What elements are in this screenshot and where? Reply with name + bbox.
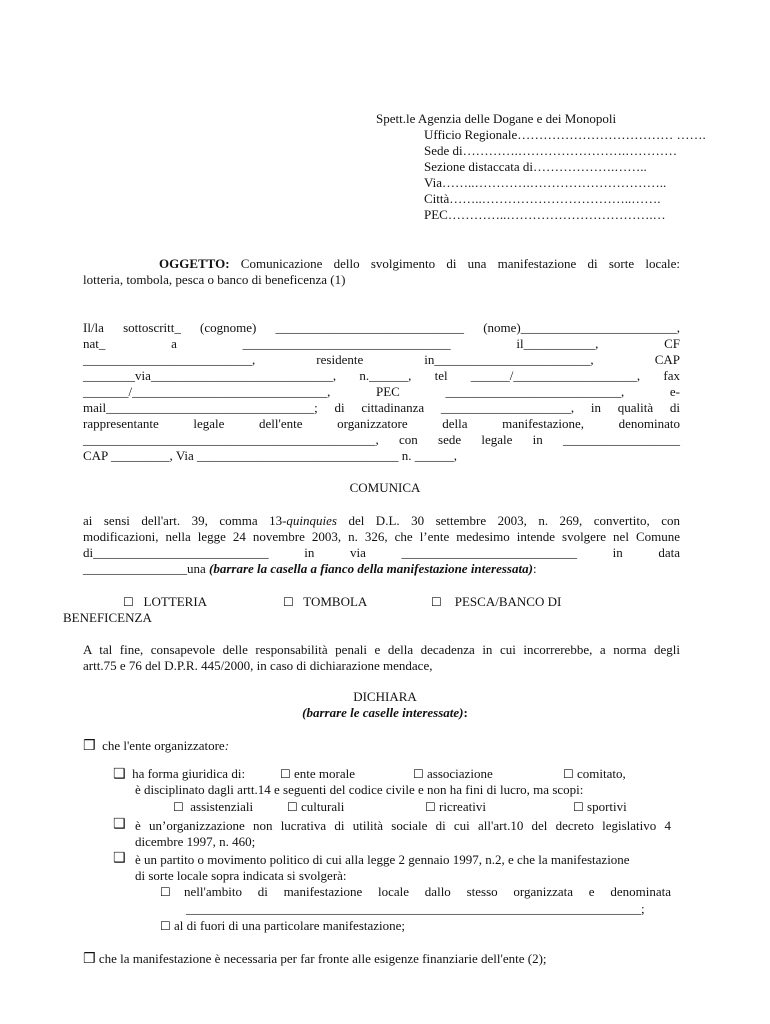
checkbox-icon[interactable]: ☐ [123,595,134,609]
checkbox-icon[interactable]: ❒ [83,738,96,754]
checkbox-icon[interactable]: ☐ [413,767,424,781]
checkbox-icon[interactable]: ❒ [83,951,96,967]
applicant-row: rappresentante legale dell'ente organizzatore della manifestazione, denominato [83,416,680,431]
option-pesca-cont: BENEFICENZA [63,610,152,625]
item-onlus-text: dicembre 1997, n. 460; [135,834,256,849]
applicant-row: Il/la sottoscritt_ (cognome) _____________________________ (nome)________________________, [83,320,680,335]
option-fuori[interactable]: ☐ al di fuori di una particolare manifestazione; [160,918,406,933]
item-partito-text: è un partito o movimento politico di cui alla legge 2 gennaio 1997, n.2, e che la manifestazione [135,852,630,867]
comunica-paragraph-line: ________________una (barrare la casella a fianco della manifestazione interessata): [83,561,537,576]
recipient-street: Via……..………….………………………….. [424,175,667,190]
comunica-paragraph-line: di___________________________ in via ___________________________ in data [83,545,680,560]
checkbox-icon[interactable]: ☐ [173,800,184,814]
comunica-heading: COMUNICA [349,480,421,495]
option-ambito[interactable] [160,884,171,900]
subject-text-cont: lotteria, tombola, pesca o banco di beneficenza (1) [83,272,346,287]
option-tombola[interactable]: ☐ TOMBOLA [283,594,368,609]
item-necessaria[interactable]: ❒ che la manifestazione è necessaria per far fronte alle esigenze finanziarie dell'ente (2); [83,951,547,967]
checkbox-icon[interactable]: ☐ [280,767,291,781]
applicant-row: ________via____________________________, n.______, tel ______/___________________, fax [83,368,680,383]
recipient-line: Spett.le Agenzia delle Dogane e dei Monopoli [376,111,617,126]
subject-label: OGGETTO: [159,256,230,271]
applicant-row: nat_ a ________________________________ il___________, CF [83,336,680,351]
declaration-intro: A tal fine, consapevole delle responsabilità penali e della decadenza in cui incorrerebbe, a norma degli [83,642,680,657]
item-ente[interactable]: ❒ che l'ente organizzatore: [83,738,230,754]
applicant-row: __________________________, residente in________________________, CAP [83,352,680,367]
option-culturali[interactable]: ☐ culturali [287,799,345,814]
recipient-pec: PEC…………..…………………………….… [424,207,666,222]
option-assistenziali[interactable]: ☐ assistenziali [173,799,254,814]
option-pesca[interactable]: ☐ PESCA/BANCO DI [431,594,562,609]
applicant-row: _______/______________________________, PEC ___________________________, e- [83,384,680,399]
checkbox-icon[interactable]: ❑ [113,816,126,832]
checkbox-icon[interactable]: ☐ [573,800,584,814]
applicant-row: _____________________________________________, con sede legale in __________________ [83,432,680,447]
recipient-office: Ufficio Regionale……………………………… ……. [424,127,706,142]
declaration-intro: artt.75 e 76 del D.P.R. 445/2000, in caso di dichiarazione mendace, [83,658,433,673]
dichiara-heading: DICHIARA [353,689,417,704]
dichiara-subtitle: (barrare le caselle interessate): [302,705,468,720]
subject-text: Comunicazione dello svolgimento di una manifestazione di sorte locale: [240,256,681,271]
recipient-seat: Sede di………….…………………….………… [424,143,678,158]
option-ambito-text: nell'ambito di manifestazione locale dallo stesso organizzata e denominata [184,884,671,899]
item-partito[interactable] [113,850,126,866]
checkbox-icon[interactable]: ☐ [425,800,436,814]
comunica-paragraph-line: ai sensi dell'art. 39, comma 13-quinquies del D.L. 30 settembre 2003, n. 269, convertito, con [83,513,680,528]
item-partito-text: di sorte locale sopra indicata si svolgerà: [135,868,347,883]
item-onlus[interactable] [113,816,126,832]
option-associazione[interactable]: ☐ associazione [413,766,493,781]
checkbox-icon[interactable]: ❑ [113,850,126,866]
checkbox-icon[interactable]: ☐ [160,885,171,899]
option-lotteria[interactable]: ☐ LOTTERIA [123,594,208,609]
checkbox-icon[interactable]: ☐ [563,767,574,781]
checkbox-icon[interactable]: ☐ [287,800,298,814]
option-comitato[interactable]: ☐ comitato, [563,766,626,781]
applicant-row: mail________________________________; di cittadinanza ____________________, in qualità di [83,400,680,415]
checkbox-icon[interactable]: ☐ [283,595,294,609]
recipient-city: Città……..……………………………..……. [424,191,661,206]
option-ricreativi[interactable]: ☐ ricreativi [425,799,486,814]
item-onlus-text: è un’organizzazione non lucrativa di utilità sociale di cui all'art.10 del decreto legislativo 4 [135,818,671,833]
checkbox-icon[interactable]: ☐ [431,595,442,609]
option-ente-morale[interactable]: ☐ ente morale [280,766,356,781]
checkbox-icon[interactable]: ☐ [160,919,171,933]
option-sportivi[interactable]: ☐ sportivi [573,799,627,814]
checkbox-icon[interactable]: ❑ [113,766,126,782]
applicant-row: CAP _________, Via _______________________________ n. ______, [83,448,458,463]
recipient-section: Sezione distaccata di……………….…….. [424,159,647,174]
item-disciplinato: è disciplinato dagli artt.14 e seguenti del codice civile e non ha fini di lucro, ma scopi: [135,782,584,797]
option-ambito-name-field[interactable]: ______________________________________________________________________; [186,901,645,916]
subject-line [83,256,680,272]
item-forma[interactable]: ❑ ha forma giuridica di: [113,766,246,782]
comunica-paragraph-line: modificazioni, nella legge 24 novembre 2003, n. 326, che l’ente medesimo intende svolgere nel Comune [83,529,680,544]
